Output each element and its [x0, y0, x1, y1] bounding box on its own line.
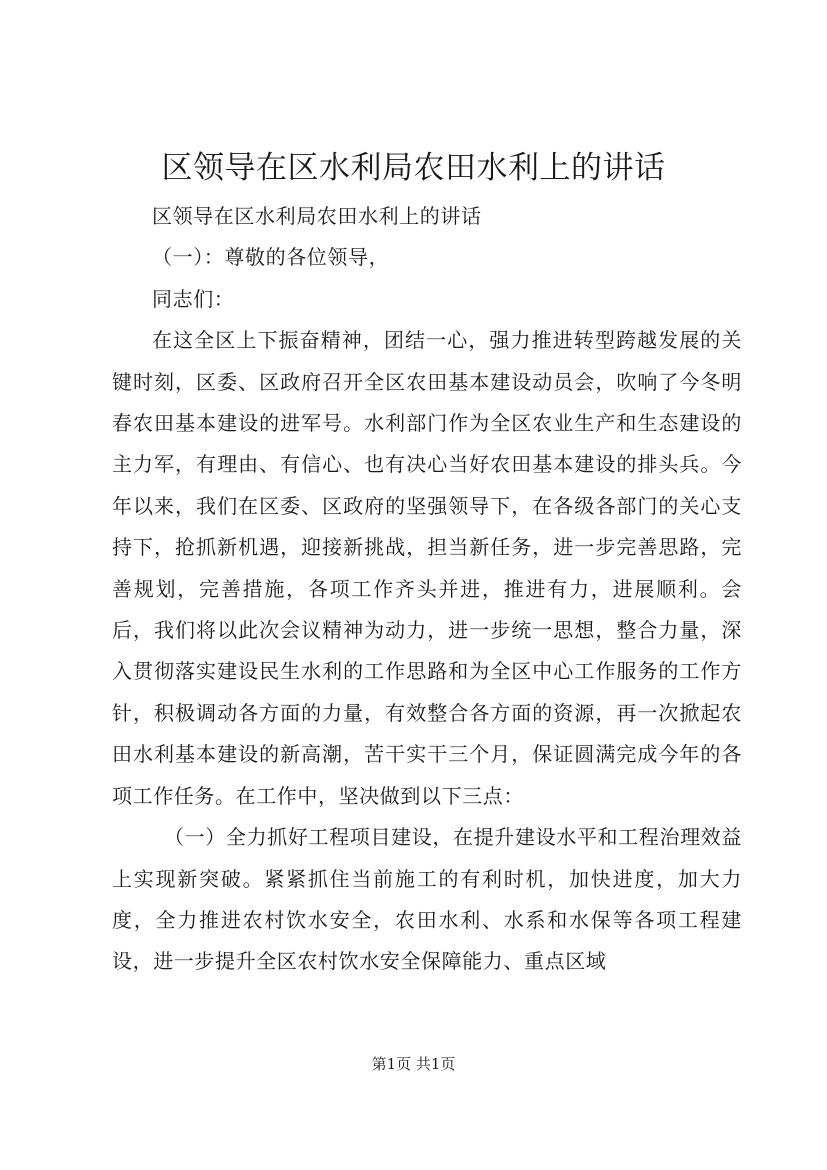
document-body [112, 196, 742, 983]
paragraph-greeting: 同志们： [152, 286, 235, 311]
paragraph-subtitle: 区领导在区水利局农田水利上的讲话 [152, 204, 482, 228]
paragraph-point-one: （一）全力抓好工程项目建设，在提升建设水平和工程治理效益上实现新突破。紧紧抓住当前施工的有利时机，加快进度，加大力度，全力推进农村饮水安全，农田水利、水系和水保等各项工程建设，进一步提升全区农村饮水安全保障能力、重点区域 [112, 825, 742, 974]
document-title: 区领导在区水利局农田水利上的讲话 [161, 150, 666, 186]
paragraph-salutation: （一）：尊敬的各位领导， [152, 245, 390, 270]
page-footer: 第1页 共1页 [371, 1055, 456, 1073]
paragraph-main: 在这全区上下振奋精神，团结一心，强力推进转型跨越发展的关键时刻，区委、区政府召开全区农田基本建设动员会，吹响了今冬明春农田基本建设的进军号。水利部门作为全区农业生产和生态建设的主力军，有理由、有信心、也有决心当好农田基本建设的排头兵。今年以来，我们在区委、区政府的坚强领导下，在各级各部门的关心支持下，抢抓新机遇，迎接新挑战，担当新任务，进一步完善思路，完善规划，完善措施，各项工作齐头并进，推进有力，进展顺利。会后，我们将以此次会议精神为动力，进一步统一思想，整合力量，深入贯彻落实建设民生水利的工作思路和为全区中心工作服务的工作方针，积极调动各方面的力量，有效整合各方面的资源，再一次掀起农田水利基本建设的新高潮，苦干实干三个月，保证圆满完成今年的各项工作任务。在工作中，坚决做到以下三点： [112, 328, 742, 808]
